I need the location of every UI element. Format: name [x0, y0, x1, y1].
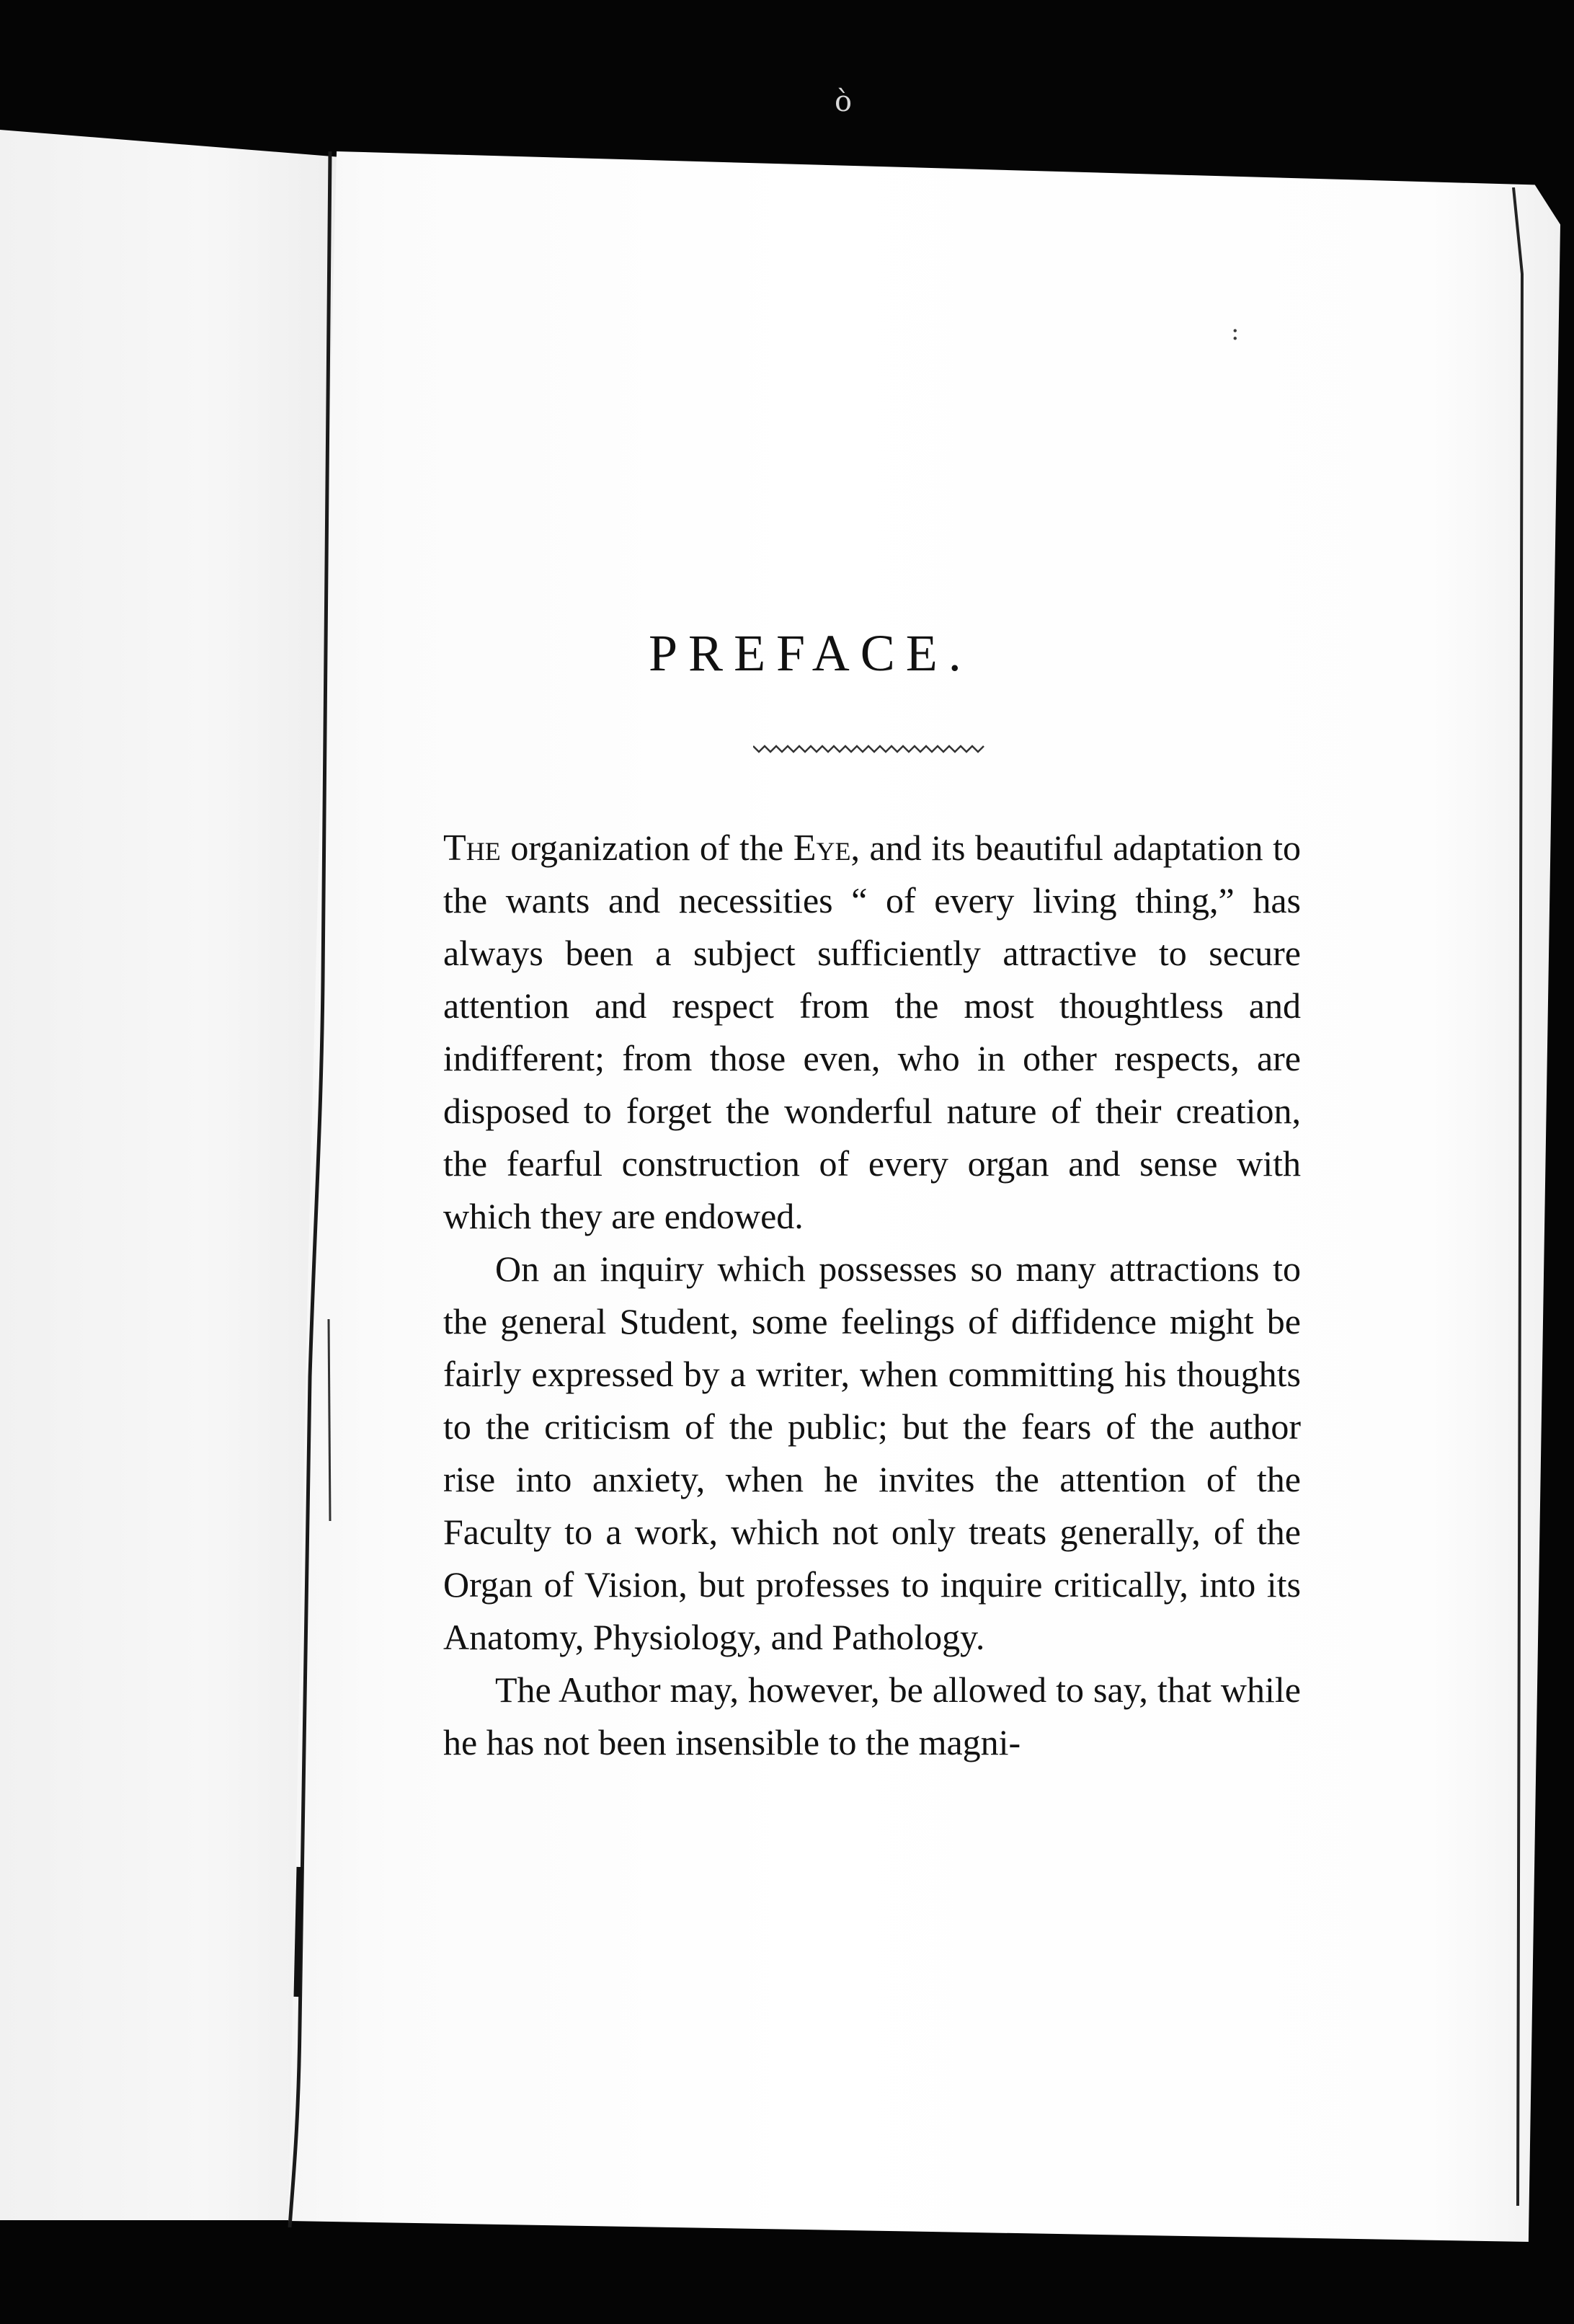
page-title: PREFACE. [649, 624, 972, 682]
paragraph-2: On an inquiry which possesses so many attractions to the general Student, some feelings of diffidence might be fairly expressed by a writer, when committing his thoughts to the criticism of the public; but the fears of the author rise into anxiety, when he invites the attention of the Faculty to a work, which not only treats generally, of the Organ of Vision, but professes to inquire critically, into its Anatomy, Physiology, and Pathology. [443, 1249, 1301, 1657]
preface-body [443, 822, 1301, 1769]
decorative-wavy-rule [753, 739, 991, 758]
scan-mark-side: : [1231, 317, 1240, 346]
paragraph-1-lead: The [443, 828, 501, 869]
paragraph-1-eye-word: Eye [793, 828, 851, 869]
paragraph-1-text-a: organization of the [500, 828, 793, 868]
page-right-edge [1508, 187, 1544, 2206]
paragraph-1-text-b: , and its beautiful adaptation to the wants and necessities “ of every living thing,” has always been a subject sufficiently attractive to secure attention and respect from the most thoughtless and indifferent; from those even, who in other respects, are disposed to forget the wonderful nature of their creation, the fearful construction of every organ and sense with which they are endowed. [443, 828, 1301, 1236]
paragraph-3: The Author may, however, be allowed to say, that while he has not been insensible to the magni- [443, 1669, 1301, 1762]
scan-mark-top: ò [835, 85, 853, 118]
page-gutter-line [285, 151, 344, 2227]
paragraph-1 [443, 822, 1301, 1243]
